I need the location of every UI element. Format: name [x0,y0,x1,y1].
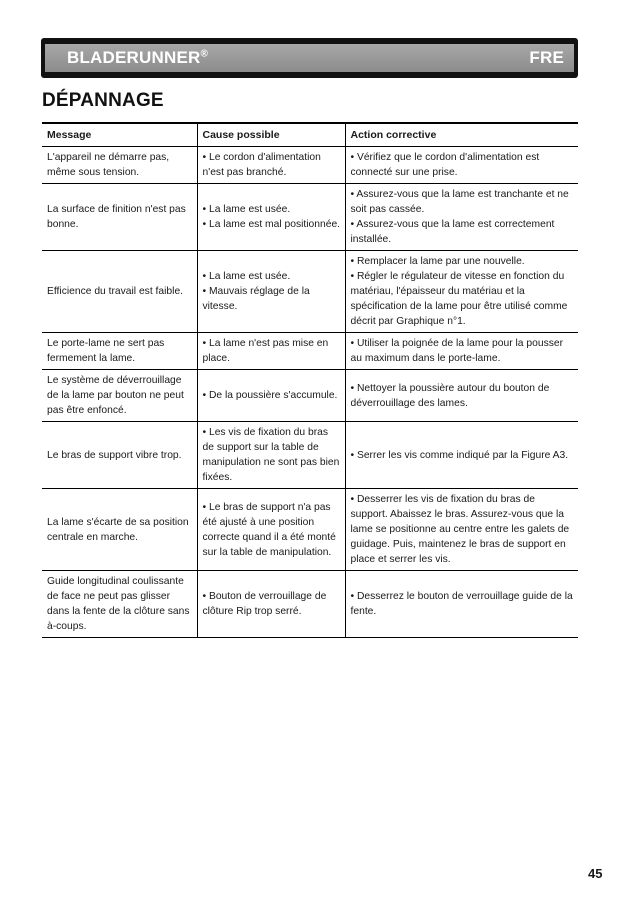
table-body [42,147,578,638]
cell-cause [197,571,345,638]
cell-action [345,333,578,370]
cause-item: • La lame est mal positionnée. [202,219,341,230]
cell-action [345,422,578,489]
cell-message: Le système de déverrouillage de la lame par bouton ne peut pas être enfoncé. [42,370,197,422]
action-item: • Desserrez le bouton de verrouillage guide de la fente. [350,591,573,617]
table-header-row [42,123,578,147]
cell-message: La surface de finition n'est pas bonne. [42,184,197,251]
cell-message: Le bras de support vibre trop. [42,422,197,489]
cell-message: L'appareil ne démarre pas, même sous tension. [42,147,197,184]
section-title: DÉPANNAGE [42,90,164,111]
cause-item: • La lame est usée. [202,271,291,282]
action-item: • Régler le régulateur de vitesse en fonction du matériau, l'épaisseur du matériau et la spécification de la lame pour être utilisé comme décrit par Graphique n°1. [350,271,568,327]
page-number: 45 [588,866,603,881]
cell-cause [197,422,345,489]
cell-cause [197,184,345,251]
cause-item: • De la poussière s'accumule. [202,390,338,401]
cell-message: Le porte-lame ne sert pas fermement la lame. [42,333,197,370]
cause-item: • Mauvais réglage de la vitesse. [202,286,310,312]
header-banner [45,44,574,72]
action-item: • Desserrer les vis de fixation du bras de support. Abaissez le bras. Assurez-vous que la lame se positionne au centre entre les galets de guidage. Puis, maintenez le bras de support en place et serrer les vis. [350,494,570,565]
cell-action [345,147,578,184]
cause-item: • Bouton de verrouillage de clôture Rip trop serré. [202,591,327,617]
table-row [42,422,578,489]
action-item: • Assurez-vous que la lame est tranchante et ne soit pas cassée. [350,189,569,215]
cause-item: • La lame n'est pas mise en place. [202,338,329,364]
table-row [42,251,578,333]
cell-action [345,251,578,333]
action-item: • Assurez-vous que la lame est correctement installée. [350,219,555,245]
column-header-message: Message [42,123,197,147]
action-item: • Serrer les vis comme indiqué par la Figure A3. [350,449,569,461]
brand-title: BLADERUNNER® [67,48,209,67]
cell-action [345,571,578,638]
cause-item: • Le bras de support n'a pas été ajusté à une position correcte quand il a été monté sur la table de manipulation. [202,501,336,558]
table-row [42,147,578,184]
cause-item: • La lame est usée. [202,204,291,215]
table-row [42,370,578,422]
cell-cause [197,370,345,422]
language-code: FRE [529,48,564,67]
cause-item: • Le cordon d'alimentation n'est pas branché. [202,152,321,178]
cell-action [345,370,578,422]
action-item: • Vérifiez que le cordon d'alimentation est connecté sur une prise. [350,152,540,178]
action-item: • Remplacer la lame par une nouvelle. [350,256,525,267]
cell-action [345,184,578,251]
column-header-action: Action corrective [350,129,437,141]
table-row [42,571,578,638]
action-item: • Nettoyer la poussière autour du bouton de déverrouillage des lames. [350,382,550,409]
cell-message: Efficience du travail est faible. [42,251,197,333]
table-row [42,333,578,370]
cell-action [345,489,578,571]
table-row [42,184,578,251]
cell-cause [197,489,345,571]
cell-cause [197,147,345,184]
cell-cause [197,333,345,370]
cell-message: La lame s'écarte de sa position centrale en marche. [42,489,197,571]
table-row [42,489,578,571]
cell-message: Guide longitudinal coulissante de face ne peut pas glisser dans la fente de la clôture sans à-coups. [42,571,197,638]
cause-item: • Les vis de fixation du bras de support sur la table de manipulation ne sont pas bien fixées. [202,427,340,483]
troubleshooting-table [42,122,578,638]
action-item: • Utiliser la poignée de la lame pour la pousser au maximum dans le porte-lame. [350,338,564,364]
cell-cause [197,251,345,333]
column-header-cause: Cause possible [197,123,345,147]
